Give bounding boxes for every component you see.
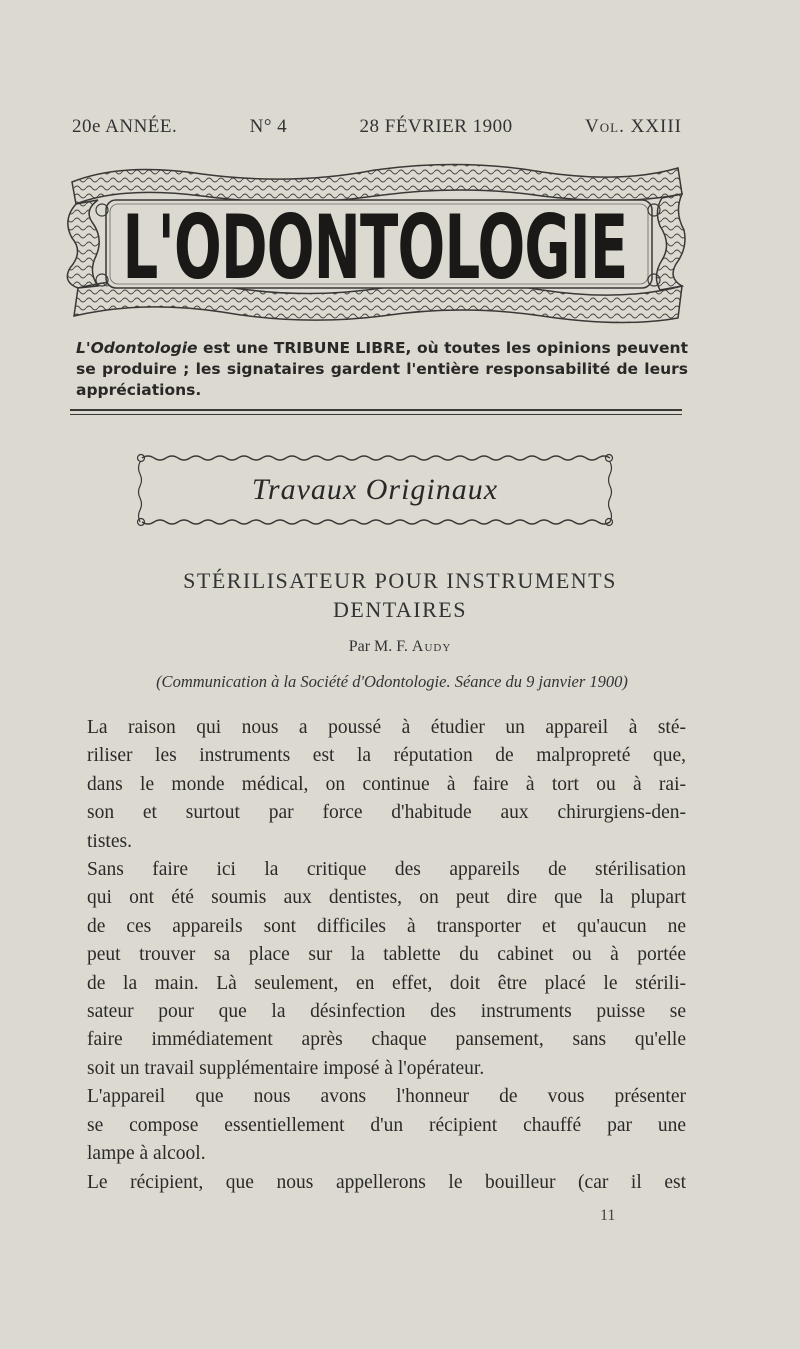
- paragraph: [87, 714, 686, 856]
- text-line: peut trouver sa place sur la tablette du cabinet ou à portée: [87, 944, 686, 966]
- text-line: lampe à alcool.: [87, 1143, 206, 1165]
- issue-date: 28 FÉVRIER 1900: [359, 116, 513, 137]
- divider-rule-thin: [70, 414, 682, 415]
- communication-note: (Communication à la Société d'Odontologie. Séance du 9 janvier 1900): [156, 672, 628, 691]
- text-line: La raison qui nous a poussé à étudier un appareil à sté-: [87, 717, 686, 738]
- issue-number: N° 4: [249, 116, 288, 137]
- text-line: riliser les instruments est la réputation de malpropreté que,: [87, 745, 686, 767]
- divider-rule-thick: [70, 409, 682, 411]
- article-title-line-2: DENTAIRES: [333, 597, 467, 622]
- journal-title: L'ODONTOLOGIE: [122, 196, 628, 299]
- text-line: Sans faire ici la critique des appareils de stérilisation: [87, 859, 686, 881]
- byline-author: Audy: [411, 638, 452, 655]
- text-line: son et surtout par force d'habitude aux chirurgiens-den-: [87, 802, 686, 824]
- article-title-line-1: STÉRILISATEUR POUR INSTRUMENTS: [183, 568, 617, 593]
- page-folio: 11: [600, 1207, 616, 1224]
- text-line: L'appareil que nous avons l'honneur de vous présenter: [87, 1086, 686, 1108]
- text-line: qui ont été soumis aux dentistes, on peut dire que la plupart: [87, 887, 686, 909]
- text-line: faire immédiatement après chaque pansement, sans qu'elle: [87, 1029, 686, 1051]
- editorial-motto: [76, 338, 688, 401]
- masthead: [62, 160, 688, 328]
- article-byline: [60, 638, 740, 656]
- section-title: Travaux Originaux: [251, 473, 499, 506]
- article-title: [60, 566, 740, 624]
- text-line: tistes.: [87, 830, 132, 852]
- motto-magazine-name: L'Odontologie: [76, 339, 198, 357]
- issue-year: 20e ANNÉE.: [72, 116, 178, 137]
- text-line: Le récipient, que nous appellerons le bouilleur (car il est: [87, 1171, 686, 1193]
- issue-volume: Vol. XXIII: [585, 116, 682, 137]
- text-line: sateur pour que la désinfection des instruments puisse se: [87, 1001, 686, 1023]
- text-line: soit un travail supplémentaire imposé à l'opérateur.: [87, 1057, 485, 1079]
- section-heading-box: [136, 452, 614, 528]
- text-line: de la main. Là seulement, en effet, doit être placé le stérili-: [87, 972, 686, 994]
- paragraph: [87, 856, 686, 1083]
- article-body: [87, 714, 686, 1197]
- text-line: se compose essentiellement d'un récipient chauffé par une: [87, 1114, 686, 1136]
- text-line: dans le monde médical, on continue à faire à tort ou à rai-: [87, 773, 686, 795]
- byline-prefix: Par M. F.: [348, 638, 412, 655]
- running-head: [72, 116, 682, 138]
- paragraph: [87, 1083, 686, 1168]
- text-line: de ces appareils sont difficiles à transporter et qu'aucun ne: [87, 915, 686, 937]
- paragraph: [87, 1169, 686, 1197]
- motto-text: est une TRIBUNE LIBRE, où toutes les opinions peuvent se produire ; les signataires gardent l'entière responsabilité de leurs appréciations.: [76, 339, 688, 399]
